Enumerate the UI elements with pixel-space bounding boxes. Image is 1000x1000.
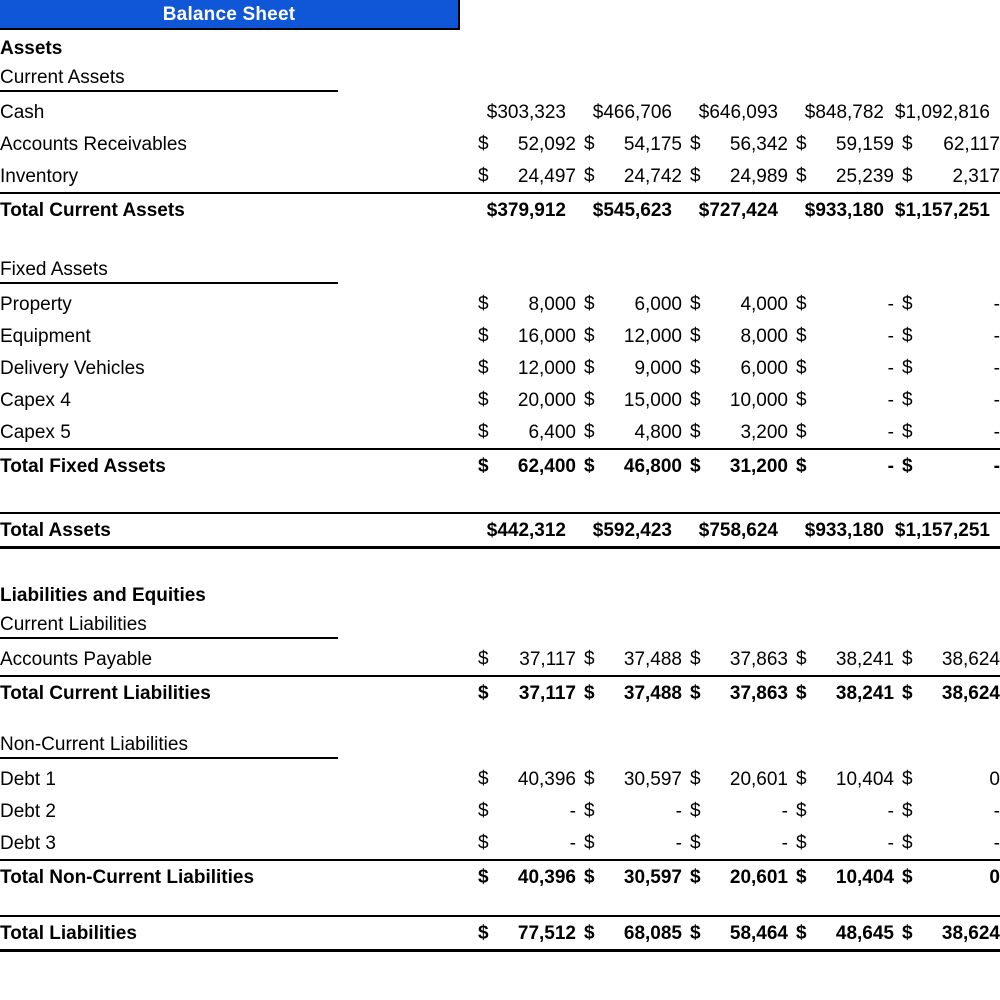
- cell-inventory-y5: $ 2,317: [902, 165, 1000, 187]
- cell-tncl-y3: $ 20,601: [682, 860, 788, 893]
- table-row: [0, 416, 1000, 449]
- cell-ap-y4: $ 38,241: [796, 648, 894, 670]
- cell-inventory-y3: $ 24,989: [690, 165, 788, 187]
- empty-cell: [470, 256, 576, 288]
- cell-inventory-y4: $ 25,239: [796, 165, 894, 187]
- cell-ta-y3: $758,624: [682, 513, 788, 548]
- cell-inventory-y2: $ 24,742: [584, 165, 682, 187]
- cell-ar-y3: $ 56,342: [690, 133, 788, 155]
- cell-tca-y3: $727,424: [682, 193, 788, 226]
- empty-cell: [470, 731, 576, 763]
- cell-capex4-y4: $ -: [796, 389, 894, 411]
- row-label-debt-3: Debt 3: [0, 832, 56, 854]
- fixed-assets-heading: Fixed Assets: [0, 260, 338, 284]
- row-label-total-fixed-assets: Total Fixed Assets: [0, 449, 470, 482]
- spacer-row: [0, 226, 1000, 256]
- cell-debt1-y2: $ 30,597: [584, 768, 682, 790]
- liabilities-heading: Liabilities and Equities: [0, 584, 206, 606]
- table-row: [0, 128, 1000, 160]
- row-label-accounts-receivables: Accounts Receivables: [0, 133, 187, 155]
- cell-debt3-y2: $ -: [584, 832, 682, 854]
- row-label-total-assets: Total Assets: [0, 513, 470, 548]
- cell-debt3-y4: $ -: [796, 832, 894, 854]
- cell-debt2-y1: $ -: [478, 800, 576, 822]
- empty-cell: [682, 893, 788, 916]
- cell-ta-y1: $442,312: [470, 513, 576, 548]
- empty-cell: [788, 731, 894, 763]
- cell-equipment-y4: $ -: [796, 325, 894, 347]
- cell-tcl-y2: $ 37,488: [576, 676, 682, 709]
- empty-cell: [788, 256, 894, 288]
- empty-cell: [682, 709, 788, 731]
- cell-ap-y5: $ 38,624: [902, 648, 1000, 670]
- page-title: Balance Sheet: [162, 3, 296, 25]
- cell-tl-y2: $ 68,085: [576, 916, 682, 951]
- cell-equipment-y1: $ 16,000: [478, 325, 576, 347]
- table-row: [0, 763, 1000, 795]
- empty-cell: [894, 709, 1000, 731]
- cell-debt3-y3: $ -: [690, 832, 788, 854]
- cell-equipment-y2: $ 12,000: [584, 325, 682, 347]
- cell-inventory-y1: $ 24,497: [478, 165, 576, 187]
- row-label-total-non-current-liabilities: Total Non-Current Liabilities: [0, 860, 470, 893]
- row-label-accounts-payable: Accounts Payable: [0, 648, 153, 670]
- empty-cell: [470, 32, 576, 64]
- empty-cell: [470, 64, 576, 96]
- empty-cell: [788, 709, 894, 731]
- empty-cell: [894, 548, 1000, 580]
- cell-tfa-y5: $ -: [894, 449, 1000, 482]
- empty-cell: [576, 709, 682, 731]
- cell-capex5-y5: $ -: [902, 421, 1000, 443]
- empty-cell: [682, 482, 788, 513]
- empty-cell: [682, 548, 788, 580]
- cell-tl-y1: $ 77,512: [470, 916, 576, 951]
- empty-cell: [788, 226, 894, 256]
- cell-dv-y1: $ 12,000: [478, 357, 576, 379]
- cell-ap-y2: $ 37,488: [584, 648, 682, 670]
- cell-debt1-y1: $ 40,396: [478, 768, 576, 790]
- non-current-liabilities-heading: Non-Current Liabilities: [0, 735, 338, 759]
- cell-tfa-y4: $ -: [788, 449, 894, 482]
- empty-cell: [788, 893, 894, 916]
- cell-capex4-y3: $ 10,000: [690, 389, 788, 411]
- empty-cell: [576, 611, 682, 643]
- current-assets-heading: Current Assets: [0, 68, 338, 92]
- balance-sheet-table: [0, 32, 1000, 952]
- empty-cell: [682, 226, 788, 256]
- cell-debt3-y1: $ -: [478, 832, 576, 854]
- cell-cash-y1: $303,323: [486, 101, 566, 123]
- cell-capex5-y2: $ 4,800: [584, 421, 682, 443]
- empty-cell: [788, 32, 894, 64]
- current-liabilities-heading-cell: [0, 611, 470, 643]
- cell-debt2-y4: $ -: [796, 800, 894, 822]
- cell-dv-y4: $ -: [796, 357, 894, 379]
- cell-tl-y3: $ 58,464: [682, 916, 788, 951]
- cell-cash-y5: $1,092,816: [894, 101, 990, 123]
- cell-property-y3: $ 4,000: [690, 293, 788, 315]
- empty-cell: [576, 32, 682, 64]
- cell-tcl-y1: $ 37,117: [470, 676, 576, 709]
- assets-heading: Assets: [0, 37, 63, 59]
- row-label-total-current-assets: Total Current Assets: [0, 193, 470, 226]
- table-row: [0, 288, 1000, 320]
- empty-cell: [470, 226, 576, 256]
- cell-tncl-y1: $ 40,396: [470, 860, 576, 893]
- cell-ar-y1: $ 52,092: [478, 133, 576, 155]
- table-row-grand-total: [0, 916, 1000, 951]
- table-row-grand-total: [0, 513, 1000, 548]
- row-label-capex-5: Capex 5: [0, 421, 71, 443]
- table-row-total: [0, 860, 1000, 893]
- cell-ar-y4: $ 59,159: [796, 133, 894, 155]
- row-label-capex-4: Capex 4: [0, 389, 71, 411]
- cell-property-y1: $ 8,000: [478, 293, 576, 315]
- cell-tca-y5: $1,157,251: [894, 193, 1000, 226]
- cell-ta-y5: $1,157,251: [894, 513, 1000, 548]
- non-current-liabilities-heading-cell: [0, 731, 470, 763]
- empty-cell: [894, 611, 1000, 643]
- cell-capex5-y1: $ 6,400: [478, 421, 576, 443]
- empty-cell: [788, 611, 894, 643]
- cell-ar-y5: $ 62,117: [902, 133, 1000, 155]
- empty-cell: [576, 579, 682, 611]
- row-label-equipment: Equipment: [0, 325, 91, 347]
- cell-tncl-y5: $ 0: [894, 860, 1000, 893]
- cell-equipment-y3: $ 8,000: [690, 325, 788, 347]
- row-label-debt-2: Debt 2: [0, 800, 56, 822]
- row-current-liabilities-heading: [0, 611, 1000, 643]
- row-label-debt-1: Debt 1: [0, 768, 56, 790]
- empty-cell: [682, 611, 788, 643]
- cell-dv-y3: $ 6,000: [690, 357, 788, 379]
- cell-property-y4: $ -: [796, 293, 894, 315]
- empty-cell: [682, 579, 788, 611]
- cell-debt2-y5: $ -: [902, 800, 1000, 822]
- cell-property-y2: $ 6,000: [584, 293, 682, 315]
- cell-debt1-y5: $ 0: [902, 768, 1000, 790]
- empty-cell: [894, 482, 1000, 513]
- row-label-cash: Cash: [0, 101, 45, 123]
- empty-cell: [788, 548, 894, 580]
- cell-tl-y5: $ 38,624: [894, 916, 1000, 951]
- cell-ta-y2: $592,423: [576, 513, 682, 548]
- empty-cell: [682, 731, 788, 763]
- empty-cell: [894, 731, 1000, 763]
- table-row-total: [0, 449, 1000, 482]
- empty-cell: [470, 611, 576, 643]
- cell-tcl-y5: $ 38,624: [894, 676, 1000, 709]
- row-label-delivery-vehicles: Delivery Vehicles: [0, 357, 145, 379]
- row-label-inventory: Inventory: [0, 165, 79, 187]
- cell-dv-y2: $ 9,000: [584, 357, 682, 379]
- cell-equipment-y5: $ -: [902, 325, 1000, 347]
- row-fixed-assets-heading: [0, 256, 1000, 288]
- empty-cell: [576, 482, 682, 513]
- cell-tfa-y1: $ 62,400: [470, 449, 576, 482]
- spacer-row: [0, 548, 1000, 580]
- cell-dv-y5: $ -: [902, 357, 1000, 379]
- empty-cell: [470, 709, 576, 731]
- table-row: [0, 384, 1000, 416]
- spacer-row: [0, 709, 1000, 731]
- row-non-current-liabilities-heading: [0, 731, 1000, 763]
- cell-tca-y4: $933,180: [788, 193, 894, 226]
- empty-cell: [470, 548, 576, 580]
- row-label-total-current-liabilities: Total Current Liabilities: [0, 676, 470, 709]
- cell-tncl-y2: $ 30,597: [576, 860, 682, 893]
- empty-cell: [470, 482, 576, 513]
- cell-tfa-y2: $ 46,800: [576, 449, 682, 482]
- empty-cell: [894, 32, 1000, 64]
- table-row: [0, 160, 1000, 193]
- current-assets-heading-cell: [0, 64, 470, 96]
- empty-cell: [470, 893, 576, 916]
- balance-sheet-title-bar: [0, 0, 460, 30]
- cell-capex4-y2: $ 15,000: [584, 389, 682, 411]
- cell-ap-y1: $ 37,117: [478, 648, 576, 670]
- balance-sheet-body: [0, 32, 1000, 951]
- empty-cell: [576, 256, 682, 288]
- cell-debt2-y3: $ -: [690, 800, 788, 822]
- cell-debt1-y3: $ 20,601: [690, 768, 788, 790]
- cell-capex5-y4: $ -: [796, 421, 894, 443]
- row-label-total-liabilities: Total Liabilities: [0, 916, 470, 951]
- cell-ta-y4: $933,180: [788, 513, 894, 548]
- empty-cell: [894, 64, 1000, 96]
- empty-cell: [576, 731, 682, 763]
- cell-ap-y3: $ 37,863: [690, 648, 788, 670]
- cell-debt1-y4: $ 10,404: [796, 768, 894, 790]
- empty-cell: [894, 256, 1000, 288]
- row-liabilities-heading: [0, 579, 1000, 611]
- empty-cell: [894, 226, 1000, 256]
- row-label-property: Property: [0, 293, 72, 315]
- empty-cell: [576, 548, 682, 580]
- cell-capex4-y1: $ 20,000: [478, 389, 576, 411]
- spacer-row: [0, 482, 1000, 513]
- spacer-row: [0, 893, 1000, 916]
- cell-debt2-y2: $ -: [584, 800, 682, 822]
- empty-cell: [682, 256, 788, 288]
- cell-cash-y2: $466,706: [592, 101, 672, 123]
- empty-cell: [788, 482, 894, 513]
- empty-cell: [0, 482, 470, 513]
- table-row: [0, 320, 1000, 352]
- table-row: [0, 96, 1000, 128]
- cell-cash-y3: $646,093: [698, 101, 778, 123]
- table-row-total: [0, 676, 1000, 709]
- fixed-assets-heading-cell: [0, 256, 470, 288]
- cell-tl-y4: $ 48,645: [788, 916, 894, 951]
- cell-ar-y2: $ 54,175: [584, 133, 682, 155]
- current-liabilities-heading: Current Liabilities: [0, 615, 338, 639]
- empty-cell: [576, 64, 682, 96]
- table-row: [0, 643, 1000, 676]
- cell-tcl-y4: $ 38,241: [788, 676, 894, 709]
- empty-cell: [576, 893, 682, 916]
- cell-cash-y4: $848,782: [804, 101, 884, 123]
- cell-tca-y2: $545,623: [576, 193, 682, 226]
- empty-cell: [0, 709, 470, 731]
- row-current-assets-heading: [0, 64, 1000, 96]
- cell-tfa-y3: $ 31,200: [682, 449, 788, 482]
- empty-cell: [0, 226, 470, 256]
- cell-tncl-y4: $ 10,404: [788, 860, 894, 893]
- empty-cell: [470, 579, 576, 611]
- cell-tca-y1: $379,912: [470, 193, 576, 226]
- empty-cell: [788, 579, 894, 611]
- cell-property-y5: $ -: [902, 293, 1000, 315]
- empty-cell: [894, 579, 1000, 611]
- empty-cell: [0, 548, 470, 580]
- empty-cell: [682, 64, 788, 96]
- cell-capex5-y3: $ 3,200: [690, 421, 788, 443]
- empty-cell: [0, 893, 470, 916]
- table-row-total: [0, 193, 1000, 226]
- empty-cell: [788, 64, 894, 96]
- cell-capex4-y5: $ -: [902, 389, 1000, 411]
- empty-cell: [682, 32, 788, 64]
- empty-cell: [576, 226, 682, 256]
- row-assets-heading: [0, 32, 1000, 64]
- table-row: [0, 795, 1000, 827]
- table-row: [0, 352, 1000, 384]
- table-row: [0, 827, 1000, 860]
- cell-tcl-y3: $ 37,863: [682, 676, 788, 709]
- empty-cell: [894, 893, 1000, 916]
- cell-debt3-y5: $ -: [902, 832, 1000, 854]
